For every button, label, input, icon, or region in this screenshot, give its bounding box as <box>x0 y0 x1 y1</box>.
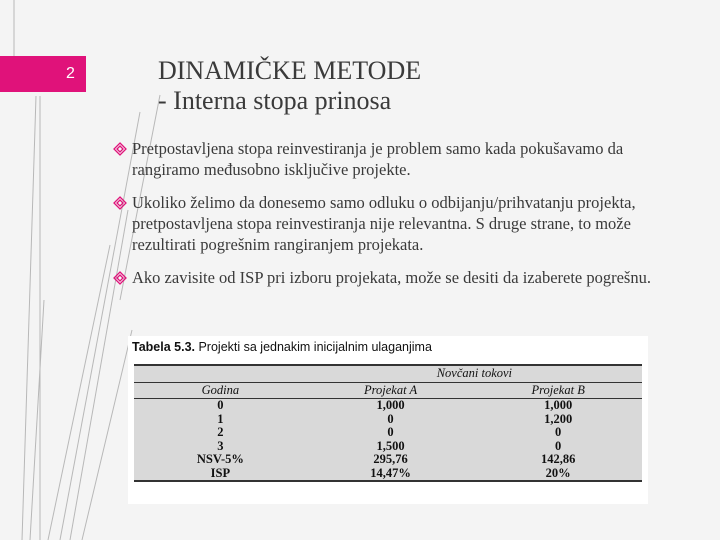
column-header-project-a: Projekat A <box>307 383 475 399</box>
cell-year: ISP <box>134 467 307 482</box>
cell-project-b: 0 <box>555 425 562 439</box>
slide-number: 2 <box>66 65 75 82</box>
table-row <box>134 453 642 467</box>
table-header-row <box>134 383 642 399</box>
cell-project-b: 142,86 <box>540 452 576 466</box>
column-header-project-b: Projekat B <box>474 383 642 399</box>
table-row <box>134 399 642 413</box>
cell-project-b: 20% <box>474 467 642 482</box>
cell-project-a: 295,76 <box>373 452 408 466</box>
table-row <box>134 467 642 482</box>
cash-flow-table <box>134 364 642 482</box>
bullet-item <box>112 192 672 255</box>
slide-title <box>158 56 678 116</box>
column-header-year: Godina <box>134 383 307 399</box>
diamond-outline-icon <box>112 270 128 286</box>
group-header: Novčani tokovi <box>307 365 642 383</box>
slide-number-badge <box>0 56 86 92</box>
table-row <box>134 426 642 440</box>
table-caption-text: Projekti sa jednakim inicijalnim ulaganjima <box>195 340 432 354</box>
cell-year: 2 <box>217 425 224 439</box>
cell-project-a: 1,000 <box>376 398 405 412</box>
title-line-2: - Interna stopa prinosa <box>158 86 392 115</box>
cell-project-a: 0 <box>387 425 394 439</box>
cell-project-b: 0 <box>555 438 562 453</box>
cell-project-b: 1,200 <box>544 411 573 426</box>
bullet-text: Ako zavisite od ISP pri izboru projekata, može se desiti da izaberete pogrešnu. <box>132 268 651 287</box>
table-caption-number: Tabela 5.3. <box>132 340 195 354</box>
cell-year: 0 <box>217 398 224 412</box>
cell-project-b: 1,000 <box>544 398 573 412</box>
bullet-text: Pretpostavljena stopa reinvestiranja je problem samo kada pokušavamo da rangiramo međusobno isključive projekte. <box>132 139 624 179</box>
cell-year: 1 <box>217 411 224 426</box>
table-caption <box>132 340 432 354</box>
title-line-1: DINAMIČKE METODE <box>158 56 422 85</box>
table-row <box>134 413 642 427</box>
cell-project-a: 14,47% <box>307 467 475 482</box>
bullet-item <box>112 267 672 288</box>
bullet-text: Ukoliko želimo da donesemo samo odluku o odbijanju/prihvatanju projekta, pretpostavljena stopa reinvestiranja nije relevantna. S druge strane, to može rezultirati pogrešnim rangiranjem projekata. <box>132 193 636 254</box>
cell-project-a: 0 <box>387 411 394 426</box>
bullet-item <box>112 138 672 180</box>
table-row <box>134 440 642 454</box>
cell-year: NSV-5% <box>196 452 244 466</box>
cash-flow-table-figure <box>128 336 648 504</box>
cell-project-a: 1,500 <box>376 438 405 453</box>
bullet-list <box>112 138 672 300</box>
diamond-outline-icon <box>112 141 128 157</box>
diamond-outline-icon <box>112 195 128 211</box>
table-group-header-row <box>134 365 642 383</box>
cell-year: 3 <box>217 438 224 453</box>
